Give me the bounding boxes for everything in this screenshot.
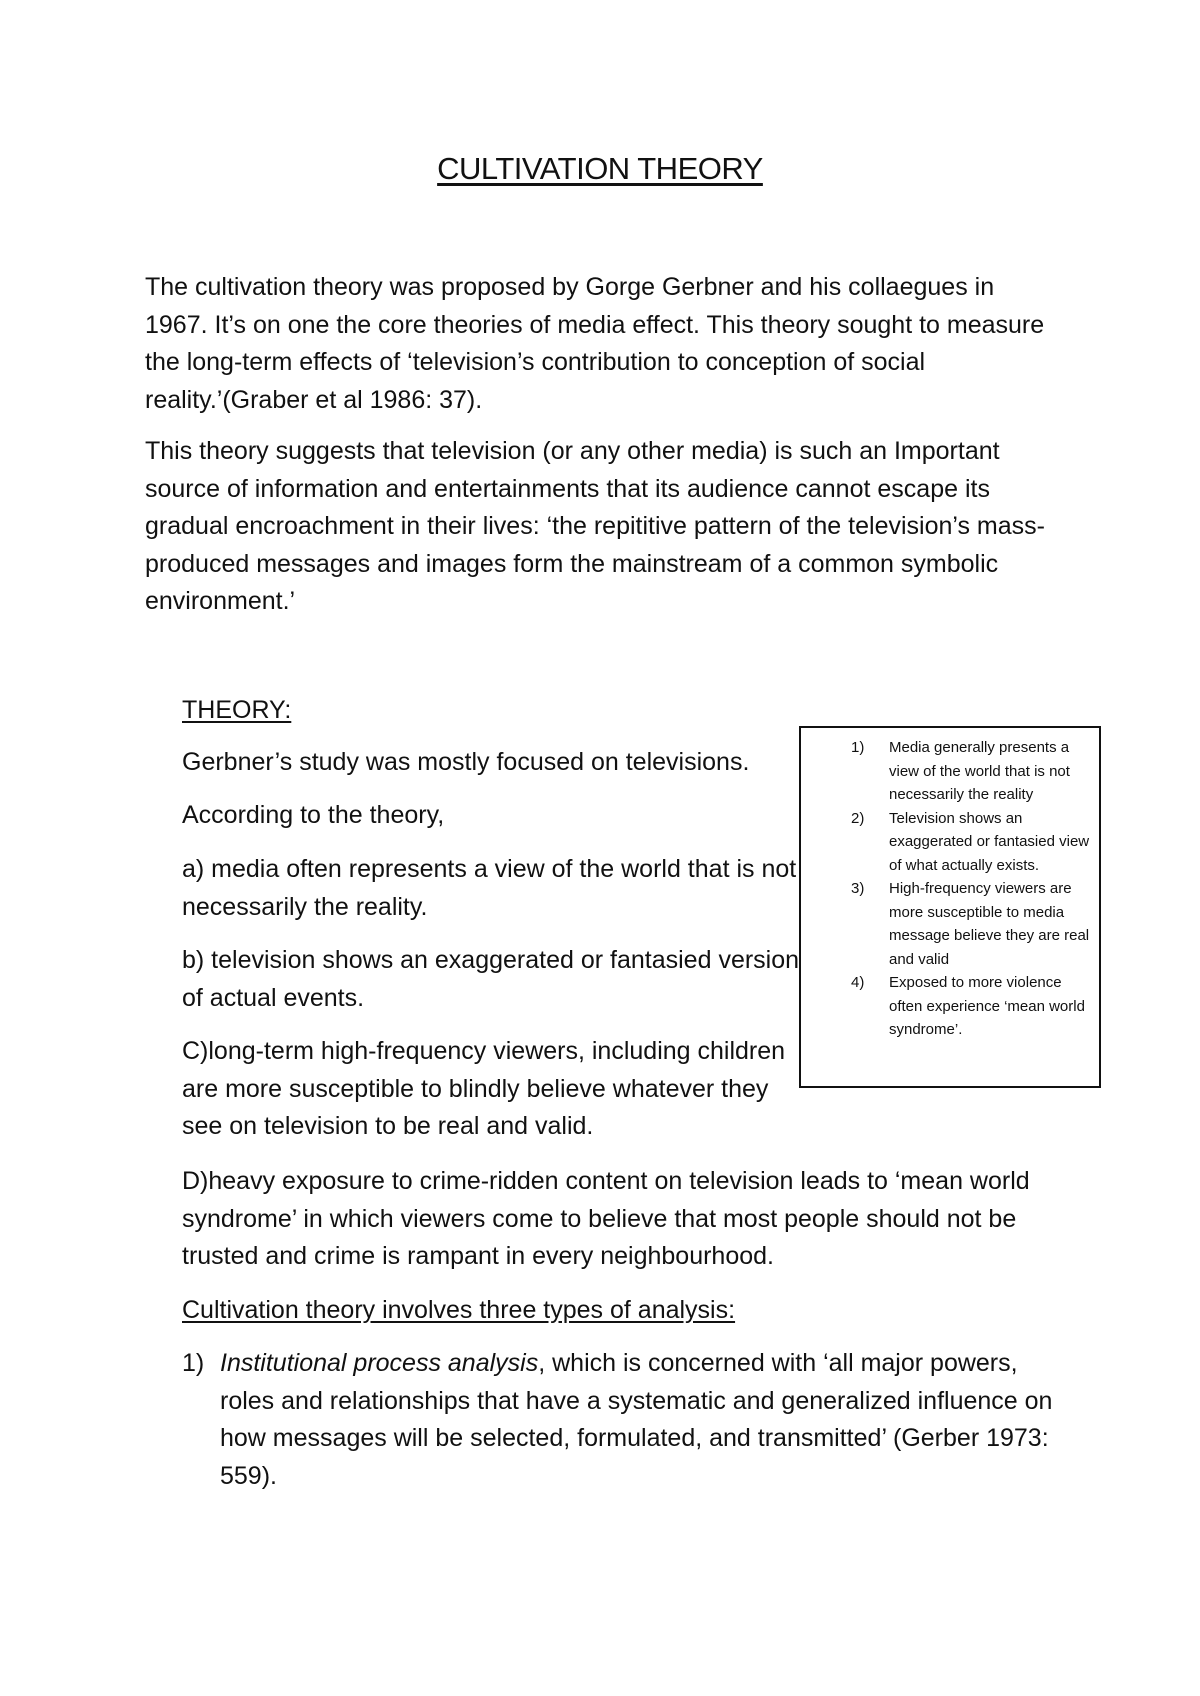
analysis-list-item: [182, 1345, 1062, 1495]
theory-point-b: b) television shows an exaggerated or fantasied version of actual events.: [182, 946, 800, 1012]
summary-item-number: 4): [851, 974, 865, 991]
summary-item-number: 3): [851, 880, 865, 897]
analysis-item-text: [182, 1345, 1062, 1495]
summary-item-text: High-frequency viewers are more susceptible to media message believe they are real and valid: [889, 880, 1090, 968]
summary-list-item: [801, 807, 1099, 878]
analysis-item-term: Institutional process analysis: [220, 1349, 539, 1377]
summary-list-item: [801, 877, 1099, 971]
summary-item-text: Television shows an exaggerated or fantasied view of what actually exists.: [889, 809, 1090, 874]
summary-text-box: [799, 726, 1101, 1088]
summary-list-item: [801, 971, 1099, 1042]
summary-item-text: Media generally presents a view of the world that is not necessarily the reality: [889, 739, 1070, 803]
summary-list-item: [801, 736, 1099, 807]
intro-paragraph-2: This theory suggests that television (or any other media) is such an Important source of information and entertainments that its audience cannot escape its gradual encroachment in their lives: ‘the repititive pattern of the television’s mass-produced messages and images form the mainstream of a common symbolic environment.’: [145, 437, 1045, 615]
gerbner-focus-line: Gerbner’s study was mostly focused on televisions.: [182, 748, 750, 776]
theory-point-d: D)heavy exposure to crime-ridden content on television leads to ‘mean world syndrome’ in which viewers come to believe that most people should not be trusted and crime is rampant in every neighbourhood.: [182, 1167, 1030, 1270]
theory-point-a: a) media often represents a view of the world that is not necessarily the reality.: [182, 855, 797, 921]
summary-item-text: Exposed to more violence often experience ‘mean world syndrome’.: [889, 974, 1085, 1038]
according-line: According to the theory,: [182, 801, 445, 829]
summary-list: [801, 736, 1099, 1042]
theory-heading: THEORY:: [182, 696, 292, 724]
intro-paragraph-1: The cultivation theory was proposed by Gorge Gerbner and his collaegues in 1967. It’s on one the core theories of media effect. This theory sought to measure the long-term effects of ‘television’s contribution to conception of social reality.’(Graber et al 1986: 37).: [145, 273, 1045, 414]
document-title: CULTIVATION THEORY: [437, 151, 763, 186]
analysis-item-number: 1): [182, 1349, 205, 1377]
theory-point-c: C)long-term high-frequency viewers, including children are more susceptible to blindly believe whatever they see on television to be real and valid.: [182, 1037, 786, 1140]
analysis-heading: Cultivation theory involves three types of analysis:: [182, 1296, 736, 1324]
summary-item-number: 2): [851, 809, 865, 827]
analysis-item-description: , which is concerned with ‘all major powers, roles and relationships that have a systematic and generalized influence on how messages will be selected, formulated, and transmitted’ (Gerber 1973: 559).: [220, 1349, 1053, 1490]
summary-item-number: 1): [851, 739, 865, 756]
